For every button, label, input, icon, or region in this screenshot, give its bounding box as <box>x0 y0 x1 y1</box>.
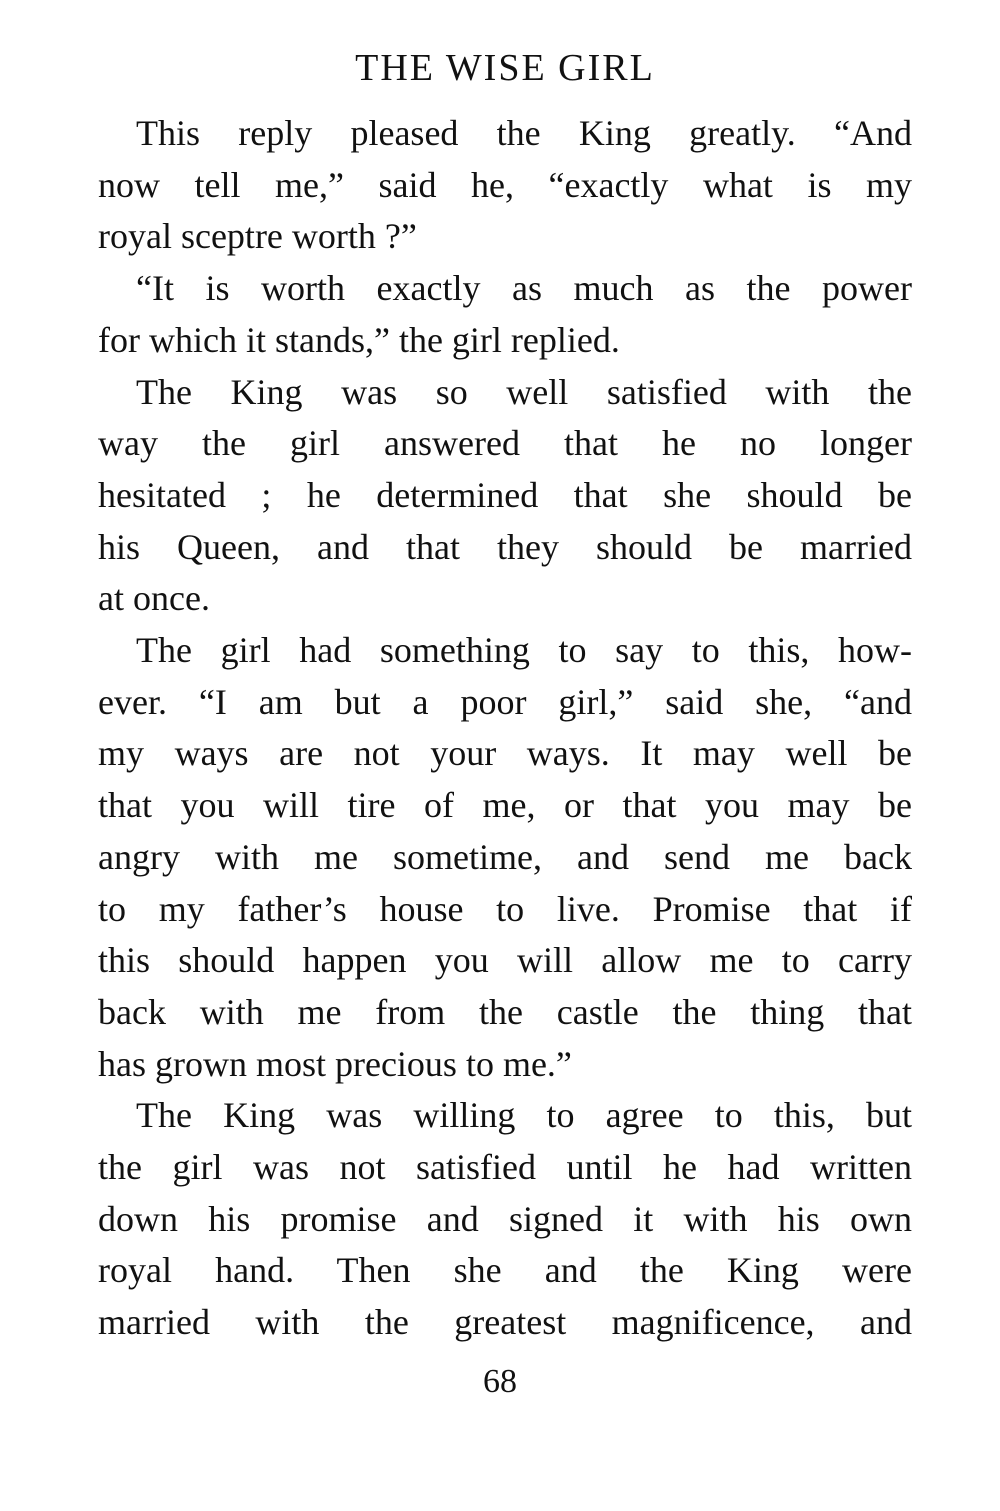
text-line: hesitated ; he determined that she should be <box>98 474 912 515</box>
paragraph-3 <box>98 367 912 626</box>
text-line: The King was willing to agree to this, but <box>136 1095 912 1136</box>
text-line: now tell me,” said he, “exactly what is my <box>98 164 912 205</box>
page-number: 68 <box>483 1363 517 1400</box>
running-head: THE WISE GIRL <box>355 47 655 89</box>
text-line: ever. “I am but a poor girl,” said she, “and <box>98 681 912 722</box>
text-line: this should happen you will allow me to carry <box>98 940 912 981</box>
text-line: for which it stands,” the girl replied. <box>98 319 620 360</box>
text-line: at once. <box>98 578 210 619</box>
text-line: my ways are not your ways. It may well be <box>98 733 912 774</box>
text-line: down his promise and signed it with his own <box>98 1198 912 1239</box>
text-line: “It is worth exactly as much as the power <box>136 268 912 309</box>
book-page <box>98 40 912 1349</box>
text-line: royal hand. Then she and the King were <box>98 1250 912 1291</box>
paragraph-4 <box>98 625 912 1090</box>
text-line: back with me from the castle the thing that <box>98 991 912 1032</box>
body-text <box>98 108 912 1349</box>
text-line: angry with me sometime, and send me back <box>98 836 912 877</box>
text-line: the girl was not satisfied until he had written <box>98 1147 912 1188</box>
text-line: way the girl answered that he no longer <box>98 423 912 464</box>
text-line: married with the greatest magnificence, and <box>98 1302 912 1343</box>
text-line: The King was so well satisfied with the <box>136 371 912 412</box>
paragraph-2 <box>98 263 912 366</box>
text-line: his Queen, and that they should be married <box>98 526 912 567</box>
text-line: that you will tire of me, or that you may be <box>98 785 912 826</box>
text-line: royal sceptre worth ?” <box>98 216 417 257</box>
paragraph-5 <box>98 1090 912 1349</box>
paragraph-1 <box>98 108 912 263</box>
text-line: The girl had something to say to this, how- <box>136 630 912 671</box>
text-line: has grown most precious to me.” <box>98 1043 572 1084</box>
text-line: to my father’s house to live. Promise that if <box>98 888 912 929</box>
text-line: This reply pleased the King greatly. “And <box>136 113 912 153</box>
